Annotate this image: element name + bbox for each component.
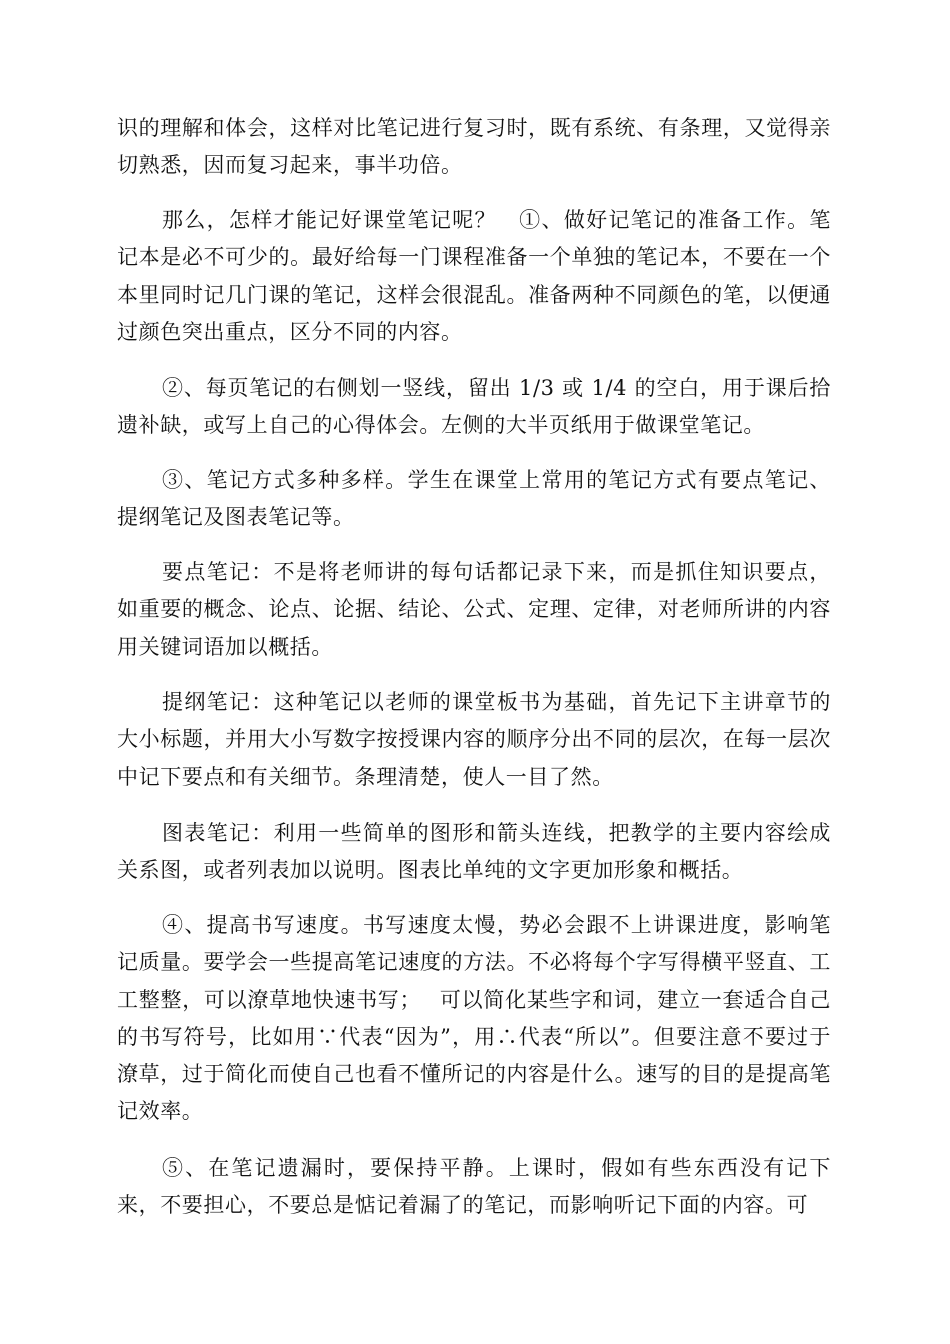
paragraph-right-margin-line: ②、每页笔记的右侧划一竖线，留出 1/3 或 1/4 的空白，用于课后拾遗补缺，或写上自己的心得体会。左侧的大半页纸用于做课堂笔记。 <box>117 376 831 438</box>
paragraph-how-to-take-notes: 那么，怎样才能记好课堂笔记呢？ ①、做好记笔记的准备工作。笔记本是必不可少的。最好给每一门课程准备一个单独的笔记本，不要在一个本里同时记几门课的笔记，这样会很混乱。准备两种不同颜色的笔，以便通过颜色突出重点，区分不同的内容。 <box>117 208 831 344</box>
paragraph-chart-notes: 图表笔记：利用一些简单的图形和箭头连线，把教学的主要内容绘成关系图，或者列表加以说明。图表比单纯的文字更加形象和概括。 <box>117 821 831 883</box>
paragraph-outline-notes: 提纲笔记：这种笔记以老师的课堂板书为基础，首先记下主讲章节的大小标题，并用大小写数字按授课内容的顺序分出不同的层次，在每一层次中记下要点和有关细节。条理清楚，使人一目了然。 <box>117 690 831 789</box>
paragraph-continuation: 识的理解和体会，这样对比笔记进行复习时，既有系统、有条理，又觉得亲切熟悉，因而复习起来，事半功倍。 <box>117 116 831 178</box>
paragraph-writing-speed: ④、提高书写速度。书写速度太慢，势必会跟不上讲课进度，影响笔记质量。要学会一些提高笔记速度的方法。不必将每个字写得横平竖直、工工整整，可以潦草地快速书写； 可以简化某些字和词，建立一套适合自己的书写符号，比如用∵代表“因为”，用∴代表“所以”。但要注意不要过于潦草，过于简化而使自己也看不懂所记的内容是什么。速写的目的是提高笔记效率。 <box>117 913 831 1124</box>
paragraph-missed-notes: ⑤、在笔记遗漏时，要保持平静。上课时，假如有些东西没有记下来，不要担心，不要总是惦记着漏了的笔记，而影响听记下面的内容。可 <box>117 1156 831 1218</box>
paragraph-key-point-notes: 要点笔记：不是将老师讲的每句话都记录下来，而是抓住知识要点，如重要的概念、论点、论据、结论、公式、定理、定律，对老师所讲的内容用关键词语加以概括。 <box>117 560 831 659</box>
paragraph-note-methods: ③、笔记方式多种多样。学生在课堂上常用的笔记方式有要点笔记、提纲笔记及图表笔记等。 <box>117 468 831 530</box>
